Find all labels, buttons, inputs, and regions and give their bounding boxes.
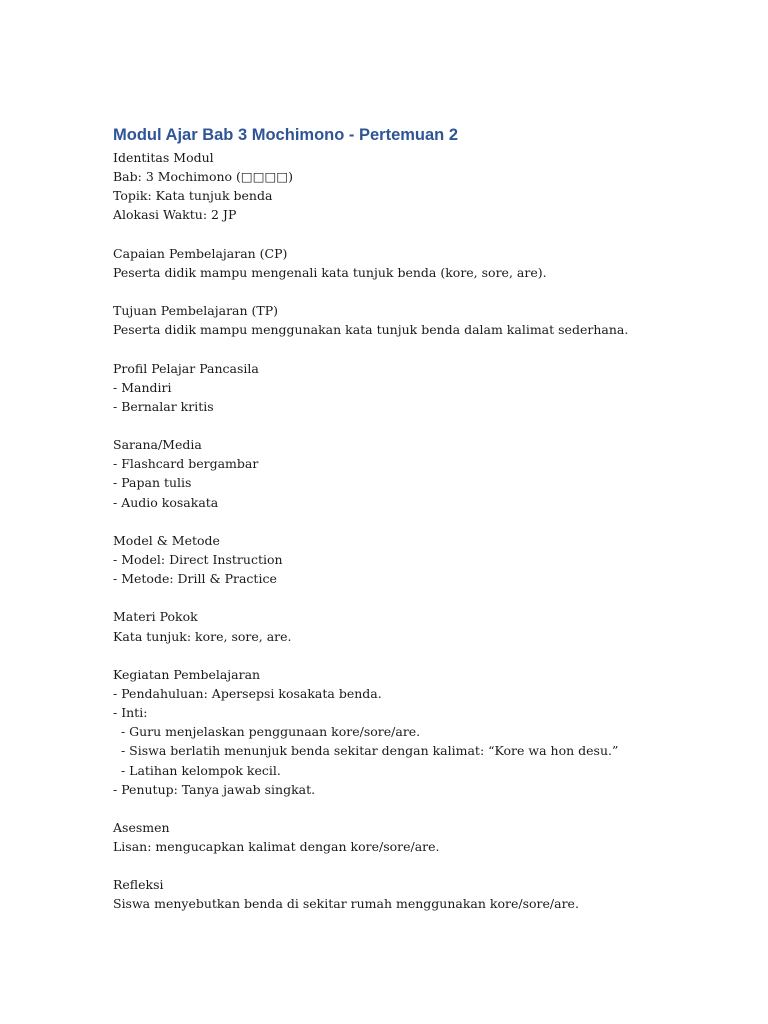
section-refleksi [113, 875, 733, 913]
alokasi-line: Alokasi Waktu: 2 JP [113, 207, 237, 223]
list-item: - Flashcard bergambar [113, 456, 259, 472]
paragraph-gap [113, 225, 733, 244]
section-heading: Materi Pokok [113, 609, 198, 625]
section-text: Lisan: mengucapkan kalimat dengan kore/sore/are. [113, 839, 440, 855]
section-heading: Identitas Modul [113, 150, 214, 165]
list-item: - Model: Direct Instruction [113, 551, 283, 567]
list-item: - Bernalar kritis [113, 398, 214, 414]
list-item: - Audio kosakata [113, 494, 219, 510]
list-item: - Papan tulis [113, 475, 192, 491]
paragraph-gap [113, 512, 733, 531]
document-title: Modul Ajar Bab 3 Mochimono - Pertemuan 2 [113, 126, 459, 144]
section-heading: Refleksi [113, 877, 164, 893]
paragraph-gap [113, 646, 733, 665]
section-sarana [113, 435, 733, 512]
paragraph-gap [113, 588, 733, 607]
section-heading: Asesmen [113, 819, 170, 835]
paragraph-gap [113, 339, 733, 358]
section-heading: Tujuan Pembelajaran (TP) [113, 303, 279, 319]
list-item: - Mandiri [113, 379, 172, 395]
list-item: - Latihan kelompok kecil. [113, 762, 281, 778]
section-heading: Capaian Pembelajaran (CP) [113, 245, 288, 261]
section-capaian [113, 244, 733, 282]
list-item: - Pendahuluan: Apersepsi kosakata benda. [113, 685, 382, 701]
section-materi [113, 607, 733, 645]
section-heading: Sarana/Media [113, 437, 202, 453]
section-heading: Model & Metode [113, 532, 220, 548]
list-item: - Siswa berlatih menunjuk benda sekitar dengan kalimat: “Kore wa hon desu.” [113, 743, 619, 759]
section-kegiatan [113, 665, 733, 799]
paragraph-gap [113, 856, 733, 875]
paragraph-gap [113, 799, 733, 818]
section-tujuan [113, 301, 733, 339]
bab-line: Bab: 3 Mochimono (□□□□) [113, 169, 294, 185]
section-model [113, 531, 733, 588]
section-heading: Profil Pelajar Pancasila [113, 360, 259, 376]
topik-line: Topik: Kata tunjuk benda [113, 188, 273, 204]
list-item: - Inti: [113, 705, 148, 721]
section-asesmen [113, 818, 733, 856]
section-text: Peserta didik mampu menggunakan kata tunjuk benda dalam kalimat sederhana. [113, 322, 629, 338]
section-profil [113, 359, 733, 416]
paragraph-gap [113, 282, 733, 301]
section-text: Siswa menyebutkan benda di sekitar rumah menggunakan kore/sore/are. [113, 896, 579, 912]
section-identitas [113, 148, 733, 225]
list-item: - Metode: Drill & Practice [113, 571, 277, 587]
list-item: - Guru menjelaskan penggunaan kore/sore/are. [113, 724, 421, 740]
list-item: - Penutup: Tanya jawab singkat. [113, 781, 316, 797]
section-heading: Kegiatan Pembelajaran [113, 666, 261, 682]
paragraph-gap [113, 416, 733, 435]
document-page [113, 124, 733, 914]
section-text: Peserta didik mampu mengenali kata tunjuk benda (kore, sore, are). [113, 264, 547, 280]
section-text: Kata tunjuk: kore, sore, are. [113, 628, 292, 644]
